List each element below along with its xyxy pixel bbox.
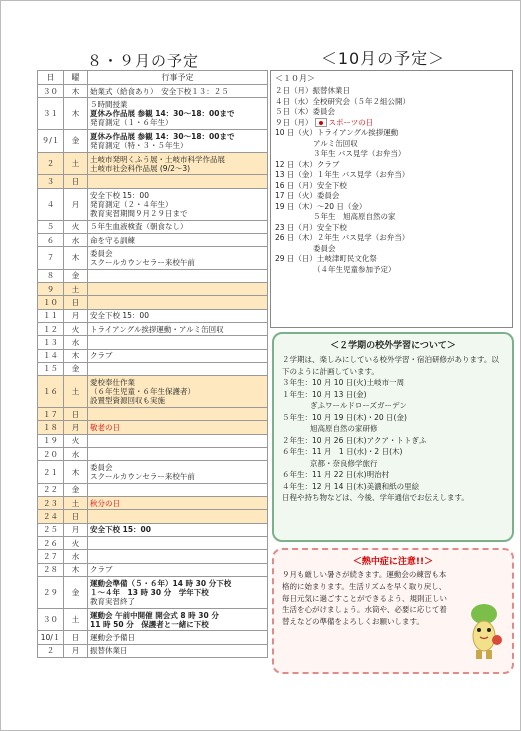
study-trip-outro: 日程や持ち物などは、今後、学年通信でお伝えします。 bbox=[282, 493, 469, 502]
table-row bbox=[38, 408, 268, 421]
study-trip-line: ５年生：10 月 19 日(木)・20 日(金) bbox=[282, 412, 407, 422]
header-weekday: 曜 bbox=[64, 71, 88, 85]
row-day: １９ bbox=[38, 434, 64, 447]
row-event bbox=[88, 608, 268, 631]
row-day: ２４ bbox=[38, 510, 64, 523]
study-trip-line: １年生：10 月 13 日(金) bbox=[282, 389, 367, 399]
table-row bbox=[38, 461, 268, 484]
event-line: クラブ bbox=[90, 351, 113, 361]
october-line bbox=[275, 223, 508, 234]
row-day: ２ bbox=[38, 644, 64, 657]
row-weekday: 火 bbox=[64, 322, 88, 335]
mascot-illustration bbox=[464, 600, 504, 662]
event-line: 教育実習期間９月２９日まで bbox=[90, 208, 188, 218]
row-weekday: 木 bbox=[64, 461, 88, 484]
row-day: ３１ bbox=[38, 98, 64, 130]
event-line: スクールカウンセラー来校午前 bbox=[90, 257, 195, 267]
row-day: ２３ bbox=[38, 497, 64, 510]
event-line: 安全下校 15：00 bbox=[90, 190, 149, 200]
table-row bbox=[38, 98, 268, 130]
row-day: ２１ bbox=[38, 461, 64, 484]
row-day: １６ bbox=[38, 376, 64, 408]
row-day: １０ bbox=[38, 296, 64, 309]
october-line bbox=[275, 212, 508, 223]
row-day: ２２ bbox=[38, 483, 64, 496]
october-line bbox=[275, 118, 508, 129]
october-line-text: ５年生 旭高原自然の家 bbox=[313, 212, 396, 221]
row-day: １１ bbox=[38, 309, 64, 322]
row-weekday: 水 bbox=[64, 336, 88, 349]
table-row bbox=[38, 269, 268, 282]
study-trip-line: ６年生：11 月 1 日(水)・2 日(木) bbox=[282, 447, 403, 456]
october-line bbox=[275, 139, 508, 150]
row-weekday: 土 bbox=[64, 497, 88, 510]
row-event bbox=[88, 362, 268, 375]
table-row bbox=[38, 523, 268, 536]
table-row bbox=[38, 336, 268, 349]
row-day: １２ bbox=[38, 322, 64, 335]
schedule-header-row bbox=[38, 71, 268, 85]
event-line: １～４年 13 時 30 分 学年下校 bbox=[90, 587, 209, 597]
event-line: 始業式（給食あり） 安全下校１３：２５ bbox=[90, 86, 229, 96]
event-line: スクールカウンセラー来校午前 bbox=[90, 472, 195, 481]
heatstroke-title: ＜熱中症に注意!!＞ bbox=[352, 557, 434, 567]
row-event bbox=[88, 247, 268, 270]
row-event bbox=[88, 644, 268, 657]
row-weekday: 木 bbox=[64, 563, 88, 576]
october-line-text: 委員会 bbox=[313, 243, 336, 253]
event-line: 土岐市発明くふう展・土岐市科学作品展 bbox=[90, 154, 225, 164]
row-day: ５ bbox=[38, 220, 64, 233]
row-weekday: 水 bbox=[64, 447, 88, 460]
row-event bbox=[88, 510, 268, 523]
row-event bbox=[88, 309, 268, 322]
event-line: 秋分の日 bbox=[90, 498, 120, 508]
row-weekday: 金 bbox=[64, 483, 88, 496]
table-row bbox=[38, 130, 268, 153]
table-row bbox=[38, 152, 268, 175]
schedule-body bbox=[38, 85, 268, 658]
row-weekday: 日 bbox=[64, 408, 88, 421]
october-line-text: ５日（木）委員会 bbox=[275, 107, 335, 116]
event-line: 設置型資源回収も実施 bbox=[90, 396, 165, 406]
october-line bbox=[275, 107, 508, 118]
study-trip-line: ２年生：10 月 26 日(木)アクア・トトぎふ bbox=[282, 435, 427, 445]
october-line bbox=[275, 233, 508, 244]
october-header: ＜１０月＞ bbox=[275, 74, 315, 83]
event-line: 運動会準備（５・６年）14 時 30 分下校 bbox=[90, 578, 232, 588]
october-schedule-box bbox=[270, 70, 513, 328]
table-row bbox=[38, 434, 268, 447]
october-line-text: ４日（水）全校研究会（５年２組公開） bbox=[275, 96, 410, 106]
october-line-text: 12 日（木）クラブ bbox=[275, 159, 340, 169]
row-event bbox=[88, 349, 268, 362]
study-trip-line: ４年生：12 月 14 日(木)美濃和紙の里絵 bbox=[282, 481, 420, 491]
row-event bbox=[88, 461, 268, 484]
row-weekday: 月 bbox=[64, 523, 88, 536]
table-row bbox=[38, 220, 268, 233]
event-line: 振替休業日 bbox=[90, 646, 128, 656]
table-row bbox=[38, 483, 268, 496]
heatstroke-body: ９月も厳しい暑さが続きます。運動会の練習も本格的に始まります。生活リズムを早く取り戻し、毎日元気に過ごすことができるよう、規則正しい生活を心がけましょう。水筒や、必要に応じて着替えなどの準備をよろしくお願いします。 bbox=[282, 570, 447, 627]
table-row bbox=[38, 608, 268, 631]
table-row bbox=[38, 536, 268, 549]
table-row bbox=[38, 175, 268, 188]
row-weekday: 火 bbox=[64, 434, 88, 447]
event-line: 土岐市社会科作品展 (9/2～3) bbox=[90, 163, 191, 173]
october-line bbox=[275, 86, 508, 97]
table-row bbox=[38, 563, 268, 576]
row-event bbox=[88, 408, 268, 421]
october-line-text: 19 日（木）～20 日（金） bbox=[275, 201, 367, 211]
october-line-text: ２日（月）振替休業日 bbox=[275, 86, 350, 95]
event-line: 運動会予備日 bbox=[90, 633, 135, 642]
event-line: 安全下校 15：00 bbox=[90, 311, 149, 321]
sports-day-label: スポーツの日 bbox=[328, 117, 374, 127]
event-line: （６年生児童・６年生保護者） bbox=[90, 387, 195, 397]
row-weekday: 日 bbox=[64, 510, 88, 523]
event-line: 委員会 bbox=[90, 248, 113, 258]
row-day: ２８ bbox=[38, 563, 64, 576]
table-row bbox=[38, 376, 268, 408]
table-row bbox=[38, 421, 268, 434]
row-event bbox=[88, 175, 268, 188]
study-trip-line: ６年生：11 月 22 日(水)明治村 bbox=[282, 470, 390, 479]
row-weekday: 水 bbox=[64, 550, 88, 563]
october-line bbox=[275, 160, 508, 171]
row-day: ４ bbox=[38, 188, 64, 220]
event-line: 敬老の日 bbox=[90, 422, 120, 432]
table-row bbox=[38, 497, 268, 510]
row-event bbox=[88, 563, 268, 576]
table-row bbox=[38, 233, 268, 246]
october-line-text: 10 日（火）トライアングル挨拶運動 bbox=[275, 128, 399, 137]
october-line-text: 13 日（金）１年生 バス見学（お弁当） bbox=[275, 170, 410, 179]
table-row bbox=[38, 447, 268, 460]
row-weekday: 月 bbox=[64, 644, 88, 657]
row-event bbox=[88, 336, 268, 349]
october-line-text: 16 日（月）安全下校 bbox=[275, 180, 347, 190]
october-line-text: 23 日（月）安全下校 bbox=[275, 222, 347, 232]
table-row bbox=[38, 349, 268, 362]
event-line: 発育測定（特・３・５年生） bbox=[90, 140, 188, 150]
flag-icon bbox=[315, 118, 327, 127]
row-day: ２７ bbox=[38, 550, 64, 563]
row-day: ６ bbox=[38, 233, 64, 246]
row-event bbox=[88, 536, 268, 549]
october-line bbox=[275, 170, 508, 181]
row-weekday: 土 bbox=[64, 152, 88, 175]
event-line: 夏休み作品展 参観 14：30～18：00まで bbox=[90, 109, 235, 119]
table-row bbox=[38, 362, 268, 375]
row-event bbox=[88, 523, 268, 536]
event-line: 夏休み作品展 参観 14：30～18：00まで bbox=[90, 131, 235, 141]
row-day: ２６ bbox=[38, 536, 64, 549]
row-weekday: 木 bbox=[64, 247, 88, 270]
row-weekday: 火 bbox=[64, 536, 88, 549]
event-line: 11 時 50 分 保護者と一緒に下校 bbox=[90, 619, 209, 629]
event-line: 発育測定（１・６年生） bbox=[90, 118, 173, 128]
row-day: ２０ bbox=[38, 447, 64, 460]
october-line bbox=[275, 202, 508, 213]
event-line: ５年生血液検査（朝食なし） bbox=[90, 222, 188, 232]
row-event bbox=[88, 322, 268, 335]
row-event bbox=[88, 130, 268, 153]
october-line-text: アルミ缶回収 bbox=[313, 138, 358, 148]
october-line bbox=[275, 149, 508, 160]
row-day: １５ bbox=[38, 362, 64, 375]
row-event bbox=[88, 447, 268, 460]
table-row bbox=[38, 322, 268, 335]
row-weekday: 土 bbox=[64, 608, 88, 631]
row-day: ３ bbox=[38, 175, 64, 188]
row-event bbox=[88, 152, 268, 175]
header-event: 行事予定 bbox=[88, 71, 268, 85]
row-day: ７ bbox=[38, 247, 64, 270]
schedule-table bbox=[37, 70, 268, 658]
event-line: 教育実習終了 bbox=[90, 596, 135, 606]
row-event bbox=[88, 188, 268, 220]
row-day: 10/１ bbox=[38, 631, 64, 644]
table-row bbox=[38, 309, 268, 322]
october-line bbox=[275, 128, 508, 139]
row-event bbox=[88, 220, 268, 233]
row-weekday: 土 bbox=[64, 376, 88, 408]
october-line-text: 26 日（木）２年生 バス見学（お弁当） bbox=[275, 233, 410, 242]
october-line bbox=[275, 254, 508, 265]
row-event bbox=[88, 483, 268, 496]
study-trip-line: ３年生：10 月 10 日(火)土岐市一周 bbox=[282, 378, 405, 387]
table-row bbox=[38, 188, 268, 220]
row-event bbox=[88, 421, 268, 434]
study-trip-title: ＜２学期の校外学習について＞ bbox=[330, 341, 456, 351]
row-event bbox=[88, 376, 268, 408]
row-weekday: 金 bbox=[64, 362, 88, 375]
table-row bbox=[38, 296, 268, 309]
row-day: ２９ bbox=[38, 576, 64, 608]
row-day: １４ bbox=[38, 349, 64, 362]
table-row bbox=[38, 283, 268, 296]
row-event bbox=[88, 269, 268, 282]
study-trip-box bbox=[272, 332, 514, 542]
row-event bbox=[88, 550, 268, 563]
october-line bbox=[275, 191, 508, 202]
event-line: 愛校奉仕作業 bbox=[90, 378, 135, 388]
header-day: 日 bbox=[38, 71, 64, 85]
row-weekday: 日 bbox=[64, 631, 88, 644]
event-line: 発育測定（２・４年生） bbox=[90, 199, 173, 209]
row-weekday: 月 bbox=[64, 309, 88, 322]
october-line-text: ９日（月） bbox=[275, 117, 313, 127]
october-line bbox=[275, 265, 508, 276]
event-line: 運動会 午前中開催 開会式 8 時 30 分 bbox=[90, 610, 219, 620]
october-title: ＜10月の予定＞ bbox=[320, 49, 446, 68]
row-weekday: 金 bbox=[64, 269, 88, 282]
row-weekday: 月 bbox=[64, 188, 88, 220]
row-day: ２５ bbox=[38, 523, 64, 536]
row-day: ９ bbox=[38, 283, 64, 296]
study-trip-intro: ２学期は、楽しみにしている校外学習・宿泊研修があります。以下のように計画しています。 bbox=[282, 355, 499, 376]
row-weekday: 木 bbox=[64, 85, 88, 98]
table-row bbox=[38, 550, 268, 563]
october-line bbox=[275, 244, 508, 255]
event-line: クラブ bbox=[90, 565, 113, 575]
row-event bbox=[88, 233, 268, 246]
row-day: ３０ bbox=[38, 85, 64, 98]
october-line-text: 17 日（火）委員会 bbox=[275, 191, 340, 200]
row-event bbox=[88, 296, 268, 309]
row-weekday: 木 bbox=[64, 349, 88, 362]
october-line-text: 29 日（日）土岐津町民文化祭 bbox=[275, 254, 377, 263]
row-weekday: 金 bbox=[64, 130, 88, 153]
row-weekday: 金 bbox=[64, 576, 88, 608]
row-weekday: 火 bbox=[64, 220, 88, 233]
row-day: ８ bbox=[38, 269, 64, 282]
row-day: １７ bbox=[38, 408, 64, 421]
table-row bbox=[38, 510, 268, 523]
study-trip-line: ぎふワールドローズガーデン bbox=[310, 401, 407, 410]
row-event bbox=[88, 576, 268, 608]
heatstroke-notice-box bbox=[272, 548, 514, 674]
event-line: トライアングル挨拶運動・アルミ缶回収 bbox=[90, 324, 224, 334]
october-lines bbox=[275, 86, 508, 275]
study-trip-lines bbox=[282, 377, 504, 492]
row-event bbox=[88, 631, 268, 644]
study-trip-line: 旭高原自然の家研修 bbox=[310, 424, 378, 433]
event-line: ５時間授業 bbox=[90, 100, 128, 110]
schedule-table-container bbox=[37, 70, 267, 658]
row-weekday: 日 bbox=[64, 175, 88, 188]
table-row bbox=[38, 576, 268, 608]
row-weekday: 土 bbox=[64, 283, 88, 296]
event-line: 安全下校 15：00 bbox=[90, 525, 151, 535]
schedule-title: ８・９月の予定 bbox=[86, 52, 199, 70]
october-line bbox=[275, 181, 508, 192]
row-weekday: 木 bbox=[64, 98, 88, 130]
row-weekday: 日 bbox=[64, 296, 88, 309]
row-event bbox=[88, 434, 268, 447]
row-day: １３ bbox=[38, 336, 64, 349]
table-row bbox=[38, 85, 268, 98]
row-event bbox=[88, 85, 268, 98]
event-line: 委員会 bbox=[90, 463, 113, 472]
october-line bbox=[275, 97, 508, 108]
october-line-text: （４年生児童参加予定） bbox=[313, 264, 396, 274]
study-trip-line: 京都・奈良修学旅行 bbox=[310, 458, 378, 468]
row-day: ９/１ bbox=[38, 130, 64, 153]
row-day: ２ bbox=[38, 152, 64, 175]
row-weekday: 月 bbox=[64, 421, 88, 434]
row-weekday: 水 bbox=[64, 233, 88, 246]
table-row bbox=[38, 247, 268, 270]
event-line: 命を守る訓練 bbox=[90, 235, 135, 245]
row-event bbox=[88, 283, 268, 296]
row-day: ３０ bbox=[38, 608, 64, 631]
row-day: １８ bbox=[38, 421, 64, 434]
table-row bbox=[38, 631, 268, 644]
table-row bbox=[38, 644, 268, 657]
october-line-text: ３年生 バス見学（お弁当） bbox=[313, 149, 406, 158]
row-event bbox=[88, 98, 268, 130]
row-event bbox=[88, 497, 268, 510]
